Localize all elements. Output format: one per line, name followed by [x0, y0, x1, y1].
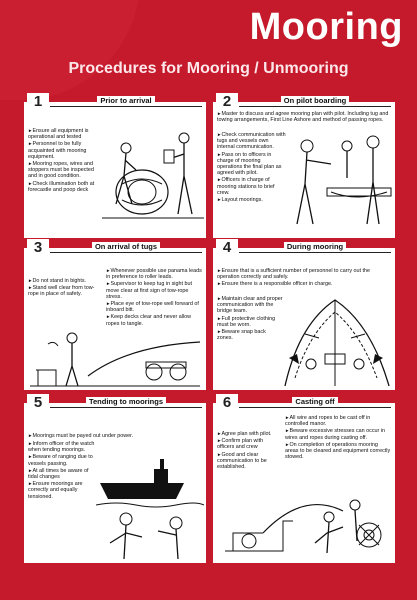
casting-off-illustration	[223, 481, 391, 561]
tug-rope-illustration	[28, 326, 202, 388]
inspection-illustration	[102, 114, 204, 234]
bullet-item: ► At all times be aware of tidal changes	[28, 468, 96, 480]
bullet-item: ► All wire and ropes to be cast off in controlled manor.	[285, 415, 391, 427]
panel-number: 3	[27, 239, 49, 257]
page-title: Mooring	[249, 6, 403, 48]
page-subtitle: Procedures for Mooring / Unmooring	[68, 60, 349, 77]
panel-on-arrival-of-tugs	[24, 239, 206, 390]
bullet-item: ► Do not stand in bights.	[28, 278, 98, 284]
bullet-item: ► Stand well clear from tow-rope in place of safety.	[28, 285, 98, 297]
bullet-item: ► Beware of ranging due to vessels passing.	[28, 454, 96, 466]
bullet-item: ► Layout moorings.	[217, 197, 287, 203]
bullet-item: ► Maintain clear and proper communication with the bridge team.	[217, 296, 283, 315]
bullet-item: ► Place eye of tow-rope well forward of inboard bitt.	[106, 301, 202, 313]
panel-heading: On pilot boarding	[239, 97, 391, 107]
panel-number: 2	[216, 93, 238, 111]
panel-heading: Tending to moorings	[50, 398, 202, 408]
panel-number: 4	[216, 239, 238, 257]
briefing-illustration	[287, 128, 393, 232]
panel-heading: Prior to arrival	[50, 97, 202, 107]
bullet-item: ► Ensure all equipment is operational and tested	[28, 128, 100, 140]
panel-number: 5	[27, 394, 49, 412]
panel-heading: On arrival of tugs	[50, 243, 202, 253]
bullet-item: ► Moorings must be payed out under power.	[28, 433, 202, 439]
bullet-item-wide	[28, 433, 202, 440]
bullet-list	[28, 128, 100, 194]
bullet-list-right	[285, 415, 391, 461]
bullet-item: ► Beware snap back zones.	[217, 329, 283, 341]
bullet-list	[217, 132, 287, 204]
bullet-item-wide	[217, 111, 391, 124]
panel-prior-to-arrival	[24, 93, 206, 238]
bullet-item: ► On completion of operations mooring areas to be cleared and equipment correctly stowed.	[285, 442, 391, 461]
bullet-item: ► Officers in charge of mooring stations to brief crew.	[217, 177, 287, 196]
bullet-item: ► Good and clear communication to be established.	[217, 452, 281, 471]
bullet-item: ► Confirm plan with officers and crew	[217, 438, 281, 450]
panel-number: 6	[216, 394, 238, 412]
bullet-item: ► Mooring ropes, wires and stoppers must be inspected and in good condition.	[28, 161, 100, 180]
bullet-item: ► Ensure moorings are correctly and equally tensioned.	[28, 481, 96, 500]
bullet-list-left	[217, 431, 281, 471]
panel-heading: Casting off	[239, 398, 391, 408]
forecastle-deck-illustration	[279, 294, 393, 388]
panel-casting-off	[213, 394, 395, 563]
panel-heading: During mooring	[239, 243, 391, 253]
bullet-item: ► Personnel to be fully acquainted with mooring equipment.	[28, 141, 100, 160]
bullet-item: ► Master to discuss and agree mooring plan with pilot. Including tug and towing arrangements, First Line Ashore and method of passing ropes.	[217, 111, 391, 123]
bullet-item: ► Ensure there is a responsible officer in charge.	[217, 281, 391, 287]
panel-tending-to-moorings	[24, 394, 206, 563]
bullet-list	[217, 296, 283, 342]
bullet-item: ► Agree plan with pilot.	[217, 431, 281, 437]
bullet-item: ► Supervisor to keep tug in sight but move clear at first sign of tow-rope stress.	[106, 281, 202, 300]
bullet-list-right	[106, 268, 202, 328]
bullet-item: ► Keep decks clear and never allow ropes to tangle.	[106, 314, 202, 326]
bullet-item: ► Pass on to officers in charge of mooring operations the final plan as agreed with pilot.	[217, 152, 287, 177]
decorative-curve	[0, 0, 140, 100]
panel-during-mooring	[213, 239, 395, 390]
bullet-item: ► Whenever possible use panama leads in preference to roller leads.	[106, 268, 202, 280]
bullet-list-wide	[217, 268, 391, 289]
ship-and-crew-illustration	[96, 443, 204, 561]
bullet-list-left	[28, 278, 98, 299]
panel-on-pilot-boarding	[213, 93, 395, 238]
bullet-item: ► Full protective clothing must be worn.	[217, 316, 283, 328]
panel-number: 1	[27, 93, 49, 111]
bullet-item: ► Beware excessive stresses can occur in wires and ropes during casting off.	[285, 428, 391, 440]
bullet-item: ► Inform officer of the watch when tending moorings.	[28, 441, 96, 453]
bullet-item: ► Check illumination both at forecastle and poop deck	[28, 181, 100, 193]
bullet-item: ► Check communication with tugs and vessels own internal communication.	[217, 132, 287, 151]
bullet-item: ► Ensure that is a sufficient number of personnel to carry out the operation correctly and safely.	[217, 268, 391, 280]
bullet-list	[28, 441, 96, 501]
